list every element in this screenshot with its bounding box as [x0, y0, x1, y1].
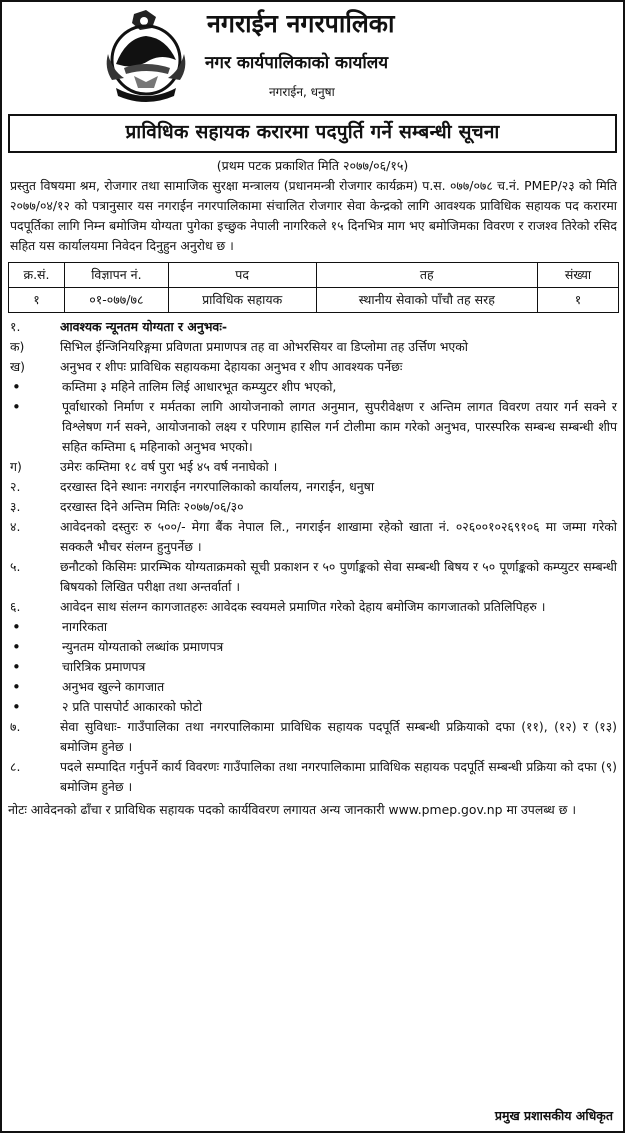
section-2	[8, 477, 617, 497]
municipality-name: नगराईन नगरपालिका	[207, 9, 395, 38]
cell-post: प्राविधिक सहायक	[168, 287, 316, 312]
item-marker: ३.	[10, 498, 21, 514]
bullet-icon: •	[12, 617, 21, 636]
list-item	[8, 697, 617, 717]
table-header-row	[9, 262, 619, 287]
section-1-kha	[8, 357, 617, 377]
section-1	[8, 317, 617, 337]
item-marker: ७.	[10, 718, 21, 734]
item-text: आवेदन साथ संलग्न कागजातहरुः आवेदक स्वयमले प्रमाणित गरेको देहाय बमोजिम कागजातको प्रतिलिपिहरु ।	[60, 598, 546, 614]
publication-date: (प्रथम पटक प्रकाशित मिति २०७७/०६/१५)	[216, 157, 409, 173]
item-text: सेवा सुविधाः- गाउँपालिका तथा नगरपालिकामा प्राविधिक सहायक पदपूर्ति सम्बन्धी प्रक्रियाको दफा (११), (१२) र (१३) बमोजिम हुनेछ ।	[60, 718, 617, 754]
section-7	[8, 717, 617, 757]
item-text: नागरिकता	[62, 618, 108, 634]
item-marker: ख)	[10, 358, 25, 374]
cell-serial: १	[9, 287, 65, 312]
item-text: छनौटको किसिमः प्रारम्भिक योग्यताक्रमको सूची प्रकाशन र ५० पुर्णाङ्कको सेवा सम्बन्धी बिषय र ५० पूर्णाङ्कको कम्प्युटर सम्बन्धी बिषयको लिखित परीक्षा तथा अन्तर्वार्ता ।	[60, 558, 617, 594]
list-item	[8, 657, 617, 677]
item-text: २ प्रति पासपोर्ट आकारको फोटो	[62, 698, 203, 714]
list-item	[8, 397, 617, 457]
cell-count: १	[538, 287, 619, 312]
item-text: दरखास्त दिने स्थानः नगराईन नगरपालिकाको कार्यालय, नगराईन, धनुषा	[60, 478, 375, 494]
office-name: नगर कार्यपालिकाको कार्यालय	[205, 53, 389, 73]
list-item	[8, 677, 617, 697]
item-text: न्युनतम योग्यताको लब्धांक प्रमाणपत्र	[62, 638, 224, 654]
bullet-icon: •	[12, 697, 21, 716]
bullet-icon: •	[12, 677, 21, 696]
item-marker: २.	[10, 478, 21, 494]
item-marker: १.	[10, 318, 21, 334]
nepal-emblem-icon	[94, 8, 198, 104]
item-text: सिभिल ईन्जिनियरिङ्गमा प्रविणता प्रमाणपत्र तह वा ओभरसियर वा डिप्लोमा तह उर्त्तिण भएको	[60, 338, 468, 354]
list-item	[8, 637, 617, 657]
cell-level: स्थानीय सेवाको पाँचौ तह सरह	[316, 287, 538, 312]
section-8	[8, 757, 617, 797]
item-text: पूर्वाधारको निर्माण र मर्मतका लागि आयोजनाको लागत अनुमान, सुपरीवेक्षण र अन्तिम लागत विवरण तयार गर्न सक्ने र विश्लेषण गर्न सक्ने, आयोजनाको लक्ष्य र परिणाम हासिल गर्न टोलीमा काम गरेको अनुभव, पारस्परिक सम्बन्ध सम्बन्धी शीप सहित कम्तिमा ६ महिनाको अनुभव भएको।	[62, 398, 617, 454]
col-header-level: तह	[316, 262, 538, 287]
col-header-count: संख्या	[538, 262, 619, 287]
item-text: चारित्रिक प्रमाणपत्र	[62, 658, 146, 674]
item-text: आवेदनको दस्तुरः रु ५००/- मेगा बैंक नेपाल लि., नगराईन शाखामा रहेको खाता नं. ०२६००१०२६९१०६ मा जम्मा गरेको सक्कलै भौचर संलग्न हुनुपर्नेछ ।	[60, 518, 617, 554]
notice-title: प्राविधिक सहायक करारमा पदपुर्ति गर्ने सम्बन्धी सूचना	[8, 114, 617, 153]
intro-paragraph: प्रस्तुत विषयमा श्रम, रोजगार तथा सामाजिक सुरक्षा मन्त्रालय (प्रधानमन्त्री रोजगार कार्यक्रम) प.स. ०७७/०७८ च.नं. PMEP/२३ को मिति २०७७/०४/१२ को पत्रानुसार यस नगराईन नगरपालिकामा संचालित रोजगार सेवा केन्द्रको लागि आवश्यक प्राविधिक सहायक पद करारमा पदपूर्तिका लागि निम्न बमोजिम योग्यता पुगेका इच्छुक नेपाली नागरिकले १५ दिनभित्र माग भए बमोजिमका विवरण र राजश्व तिरेको रसिद सहित यस कार्यालयमा निवेदन दिनुहुन अनुरोध छ ।	[10, 177, 617, 253]
item-text: कम्तिमा ३ महिने तालिम लिई आधारभूत कम्प्युटर शीप भएको,	[62, 378, 337, 394]
office-address: नगराईन, धनुषा	[269, 85, 335, 99]
letterhead	[2, 2, 623, 110]
section-6	[8, 597, 617, 617]
item-text: आवश्यक न्यूनतम योग्यता र अनुभवः-	[60, 318, 227, 334]
section-5	[8, 557, 617, 597]
item-marker: क)	[10, 338, 25, 354]
col-header-post: पद	[168, 262, 316, 287]
col-header-serial: क्र.सं.	[9, 262, 65, 287]
section-3	[8, 497, 617, 517]
item-text: अनुभव खुल्ने कागजात	[62, 678, 165, 694]
item-marker: ५.	[10, 558, 21, 574]
item-text: उमेरः कम्तिमा १८ वर्ष पुरा भई ४५ वर्ष ननाघेको ।	[60, 458, 278, 474]
signature-title: प्रमुख प्रशासकीय अधिकृत	[494, 1107, 613, 1123]
cell-ad-number: ०१-०७७/७८	[64, 287, 168, 312]
list-item	[8, 617, 617, 637]
item-marker: ४.	[10, 518, 21, 534]
item-marker: ८.	[10, 758, 21, 774]
bullet-icon: •	[12, 397, 21, 416]
col-header-ad-number: विज्ञापन नं.	[64, 262, 168, 287]
section-1-ka	[8, 337, 617, 357]
list-item	[8, 377, 617, 397]
vacancy-table	[8, 262, 619, 313]
table-row	[9, 287, 619, 312]
item-marker: ग)	[10, 458, 22, 474]
item-marker: ६.	[10, 598, 21, 614]
item-text: दरखास्त दिने अन्तिम मितिः २०७७/०६/३०	[60, 498, 244, 514]
section-4	[8, 517, 617, 557]
footer-note: नोटः आवेदनको ढाँचा र प्राविधिक सहायक पदको कार्यविवरण लगायत अन्य जानकारी www.pmep.gov.np मा उपलब्ध छ ।	[8, 801, 577, 817]
item-text: पदले सम्पादित गर्नुपर्ने कार्य विवरणः गाउँपालिका तथा नगरपालिकामा प्राविधिक सहायक पदपूर्ति सम्बन्धी प्रक्रिया को दफा (९) बमोजिम हुनेछ ।	[60, 758, 617, 794]
item-text: अनुभव र शीपः प्राविधिक सहायकमा देहायका अनुभव र शीप आवश्यक पर्नेछः	[60, 358, 403, 374]
bullet-icon: •	[12, 657, 21, 676]
section-1-ga	[8, 457, 617, 477]
bullet-icon: •	[12, 377, 21, 396]
notice-sections	[8, 317, 617, 820]
bullet-icon: •	[12, 637, 21, 656]
